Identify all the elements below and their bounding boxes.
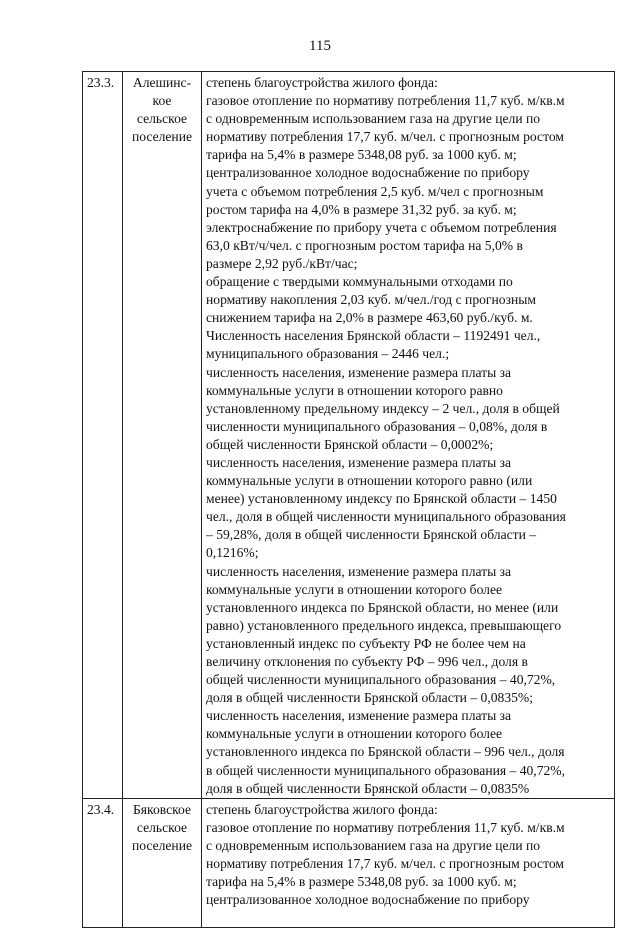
settlement-name: Алешинс- кое сельское поселение (123, 72, 202, 799)
settlement-description: степень благоустройства жилого фонда: газовое отопление по нормативу потребления 11,7 куб. м/кв.м с одновременным использованием газа на другие цели по нормативу потребления 17,7 куб. м/чел. с прогнозным ростом тарифа на 5,4% в размере 5348,08 руб. за 1000 куб. м; централизованное холодное водоснабжение по прибору учета с объемом потребления 2,5 куб. м/чел с прогнозным ростом тарифа на 4,0% в размере 31,32 руб. за куб. м; электроснабжение по прибору учета с объемом потребления 63,0 кВт/ч/чел. с прогнозным ростом тарифа на 5,0% в размере 2,92 руб./кВт/час; обращение с твердыми коммунальными отходами по нормативу накопления 2,03 куб. м/чел./год с прогнозным снижением тарифа на 2,0% в размере 463,60 руб./куб. м. Численность населения Брянской области – 1192491 чел., муниципального образования – 2446 чел.; численность населения, изменение размера платы за коммунальные услуги в отношении которого равно установленному предельному индексу – 2 чел., доля в общей численности муниципального образования – 0,08%, доля в общей численности Брянской области – 0,0002%; численность населения, изменение размера платы за коммунальные услуги в отношении которого равно (или менее) установленному индексу по Брянской области – 1450 чел., доля в общей численности муниципального образования – 59,28%, доля в общей численности Брянской области – 0,1216%; численность населения, изменение размера платы за коммунальные услуги в отношении которого более установленного индекса по Брянской области, но менее (или равно) установленного предельного индекса, превышающего установленный индекс по субъекту РФ не более чем на величину отклонения по субъекту РФ – 996 чел., доля в общей численности муниципального образования – 40,72%, доля в общей численности Брянской области – 0,0835%; численность населения, изменение размера платы за коммунальные услуги в отношении которого более установленного индекса по Брянской области – 996 чел., доля в общей численности муниципального образования – 40,72%, доля в общей численности Брянской области – 0,0835% (202, 72, 615, 799)
table-row (83, 798, 615, 927)
row-number: 23.4. (83, 798, 123, 927)
settlement-description: степень благоустройства жилого фонда: газовое отопление по нормативу потребления 11,7 куб. м/кв.м с одновременным использованием газа на другие цели по нормативу потребления 17,7 куб. м/чел. с прогнозным ростом тарифа на 5,4% в размере 5348,08 руб. за 1000 куб. м; централизованное холодное водоснабжение по прибору (202, 798, 615, 927)
settlement-name: Бяковское сельское поселение (123, 798, 202, 927)
page-number: 115 (309, 38, 331, 54)
table-row (83, 72, 615, 799)
settlements-table (82, 71, 615, 928)
row-number: 23.3. (83, 72, 123, 799)
